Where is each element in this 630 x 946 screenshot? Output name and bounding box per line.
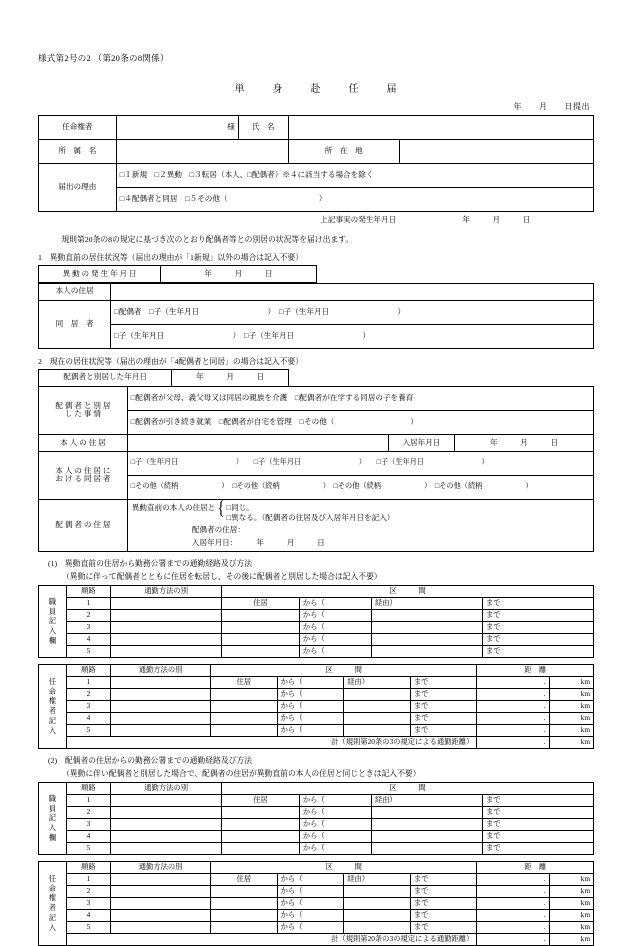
- cell-blank[interactable]: [371, 633, 482, 645]
- cell-from[interactable]: から（: [277, 885, 344, 897]
- cell-to: まで: [410, 688, 477, 700]
- total-label-2b: 計（規則第20条の3の規定による通勤距離）: [66, 933, 477, 945]
- cell-to: まで: [482, 621, 593, 633]
- row-order: 5: [66, 842, 110, 854]
- reason-options-1[interactable]: □１新規 □２異動 □３転居（本人、□配偶者）※４に該当する場合を除く: [116, 164, 593, 188]
- circumstance-row-2[interactable]: □配偶者が引き続き就業 □配偶者が自宅を管理 □その他（ ）: [127, 410, 593, 434]
- vl2-a5: 欄: [48, 833, 57, 843]
- section1-heading: 1 異動直前の居住状況等（届出の理由が「1新規」以外の場合は記入不要）: [38, 253, 304, 263]
- row-method[interactable]: [111, 621, 222, 633]
- cell-unit: km: [549, 724, 593, 736]
- name-field[interactable]: [288, 116, 593, 140]
- cell-blank[interactable]: [371, 645, 482, 657]
- col-method-2b: 通勤方法の別: [111, 861, 211, 873]
- row-order: 3: [66, 621, 110, 633]
- cell-blank[interactable]: [344, 897, 411, 909]
- col-order-1b: 順路: [66, 664, 110, 676]
- spouse-res-opt-same[interactable]: □同じ。: [226, 502, 254, 512]
- spouse-res-opt-diff[interactable]: □異なる。（配偶者の住居及び入居年月日を記入）: [226, 513, 395, 523]
- section2-sepdate-table: [38, 369, 594, 387]
- cohab-row-2[interactable]: □その他（続柄 ） □その他（続柄 ） □その他（続柄 ） □その他（続柄 ）: [127, 475, 593, 499]
- commute1-b-vertical-label: [39, 664, 67, 748]
- row-order: 4: [66, 909, 110, 921]
- cell-to: まで: [410, 873, 477, 885]
- location-field[interactable]: [399, 140, 593, 164]
- cell-blank[interactable]: [344, 700, 411, 712]
- cell-from[interactable]: から（: [299, 609, 371, 621]
- commute1-subnote: （異動に伴って配偶者とともに住居を転居し、その後に配偶者と別居した場合は記入不要）: [62, 571, 382, 581]
- spouse-res-line2[interactable]: 配偶者の住居：: [191, 525, 245, 535]
- cell-from[interactable]: から（: [277, 921, 344, 933]
- form-number: 様式第2号の2 （第20条の8関係）: [38, 53, 169, 63]
- row-method[interactable]: [111, 897, 211, 909]
- vl-a3: 記: [48, 616, 57, 626]
- cell-blank[interactable]: [211, 712, 278, 724]
- cell-to: まで: [410, 712, 477, 724]
- row-order: 1: [66, 597, 110, 609]
- commute2-table-b: [38, 861, 594, 946]
- spouse-residence-label-line1: 配 偶 者 の 住 居: [55, 520, 111, 530]
- row-method[interactable]: [111, 842, 222, 854]
- cell-distance[interactable]: .: [477, 676, 549, 688]
- self-residence-field-1[interactable]: [111, 283, 594, 300]
- cell-distance[interactable]: .: [477, 909, 549, 921]
- row-order: 2: [66, 688, 110, 700]
- row-method[interactable]: [111, 609, 222, 621]
- col-method-1a: 通勤方法の別: [111, 585, 222, 597]
- move-in-label: 入居年月日: [388, 434, 455, 451]
- row-method[interactable]: [111, 921, 211, 933]
- cell-to: まで: [410, 885, 477, 897]
- event-date-label: 上記事実の発生年月日: [320, 215, 397, 225]
- cell-from[interactable]: から（: [299, 621, 371, 633]
- cell-blank[interactable]: [211, 885, 278, 897]
- row-method[interactable]: [111, 597, 222, 609]
- cohab-row-1[interactable]: □子（生年月日 ） □子（生年月日 ） □子（生年月日 ）: [127, 451, 593, 475]
- circumstance-label: [39, 386, 128, 434]
- appointer-label: 任命権者: [39, 116, 117, 140]
- total-distance-1b[interactable]: .: [477, 736, 549, 748]
- row-method[interactable]: [111, 712, 211, 724]
- separation-date-value[interactable]: 年 月 日: [172, 369, 289, 386]
- cell-residence: 住居: [222, 794, 300, 806]
- cell-blank[interactable]: [211, 724, 278, 736]
- vl-b4: 者: [48, 706, 57, 716]
- vl-a5: 欄: [48, 636, 57, 646]
- row-method[interactable]: [111, 794, 222, 806]
- cell-to: まで: [482, 597, 593, 609]
- cell-from[interactable]: から（: [299, 806, 371, 818]
- cell-via: 経由）: [344, 873, 411, 885]
- cell-to: まで: [410, 897, 477, 909]
- cohabitant-row-1[interactable]: □配偶者 □子（生年月日 ） □子（生年月日 ）: [111, 300, 594, 324]
- affiliation-field[interactable]: [116, 140, 288, 164]
- cell-blank[interactable]: [222, 830, 300, 842]
- cell-to: まで: [410, 676, 477, 688]
- cell-to: まで: [410, 909, 477, 921]
- vl2-a2: 員: [48, 803, 57, 813]
- cell-unit: km: [549, 921, 593, 933]
- separation-date-label: 配偶者と別居した年月日: [39, 369, 172, 386]
- appointer-suffix: 様: [116, 116, 238, 140]
- cell-blank[interactable]: [211, 688, 278, 700]
- commute2-b-vertical-label: [39, 861, 67, 945]
- row-method[interactable]: [111, 724, 211, 736]
- cell-unit: km: [549, 909, 593, 921]
- cell-to: まで: [482, 830, 593, 842]
- cell-blank[interactable]: [344, 712, 411, 724]
- cell-blank[interactable]: [344, 688, 411, 700]
- commute1-table-b: [38, 664, 594, 749]
- section1-table2: [38, 283, 594, 349]
- cell-to: まで: [482, 806, 593, 818]
- name-label: 氏 名: [238, 116, 288, 140]
- cell-unit: km: [549, 712, 593, 724]
- cell-to: まで: [482, 794, 593, 806]
- col-section-1b: 区 間: [211, 664, 477, 676]
- row-order: 5: [66, 645, 110, 657]
- spouse-res-line3[interactable]: 入居年月日： 年 月 日: [191, 537, 325, 547]
- cohabitant-label-1: 同 居 者: [39, 300, 111, 348]
- col-distance-1b: 距 離: [477, 664, 594, 676]
- col-method-2a: 通勤方法の別: [111, 782, 222, 794]
- cell-blank[interactable]: [371, 830, 482, 842]
- document-title: 単 身 赴 任 届: [234, 84, 406, 95]
- statement: 規則第20条の8の規定に基づき次のとおり配偶者等との別居の状況等を届け出ます。: [38, 234, 354, 244]
- cell-unit: km: [549, 676, 593, 688]
- commute2-a-vertical-label: [39, 782, 67, 854]
- cell-from[interactable]: から（: [299, 645, 371, 657]
- vl2-a4: 入: [48, 823, 57, 833]
- row-method[interactable]: [111, 688, 211, 700]
- row-order: 5: [66, 921, 110, 933]
- cell-from[interactable]: から（: [277, 873, 344, 885]
- row-method[interactable]: [111, 885, 211, 897]
- cell-blank[interactable]: [211, 921, 278, 933]
- submit-date: 年 月 日提出: [513, 102, 590, 111]
- cell-blank[interactable]: [222, 842, 300, 854]
- col-order-1a: 順路: [66, 585, 110, 597]
- cell-residence: 住居: [211, 676, 278, 688]
- reason-options-2[interactable]: □４配偶者と同居 □５その他（ ）: [116, 188, 593, 212]
- cell-blank[interactable]: [371, 842, 482, 854]
- cell-via: 経由）: [344, 676, 411, 688]
- cell-blank[interactable]: [371, 818, 482, 830]
- reason-label: 届出の理由: [39, 164, 117, 212]
- affiliation-label: 所 属 名: [39, 140, 117, 164]
- move-date-label: 異 動 の 発 生 年 月 日: [39, 266, 161, 283]
- vl-b2: 命: [48, 686, 57, 696]
- cell-from[interactable]: から（: [277, 724, 344, 736]
- vl2-a3: 記: [48, 813, 57, 823]
- total-unit-2b: km: [549, 933, 593, 945]
- section1-table: [38, 265, 594, 283]
- vl-b1: 任: [48, 676, 57, 686]
- cell-from[interactable]: から（: [277, 688, 344, 700]
- commute1-heading: (1) 異動直前の住居から勤務公署までの通勤経路及び方法: [48, 558, 253, 568]
- cell-blank[interactable]: [211, 700, 278, 712]
- col-section-1a: 区 間: [222, 585, 594, 597]
- top-table: [38, 115, 594, 229]
- spouse-res-line1: 異動直前の本人の住居と: [131, 502, 216, 512]
- cell-from[interactable]: から（: [299, 794, 371, 806]
- cell-blank[interactable]: [344, 885, 411, 897]
- vl2-b5: 記: [48, 913, 57, 923]
- row-method[interactable]: [111, 830, 222, 842]
- vl2-b3: 権: [48, 893, 57, 903]
- vl2-a1: 職: [48, 793, 57, 803]
- row-order: 5: [66, 724, 110, 736]
- cell-from[interactable]: から（: [299, 818, 371, 830]
- move-in-value[interactable]: 年 月 日: [455, 434, 594, 451]
- cell-via: 経由）: [371, 794, 482, 806]
- cell-from[interactable]: から（: [299, 633, 371, 645]
- cell-to: まで: [482, 633, 593, 645]
- row-order: 2: [66, 609, 110, 621]
- cell-residence-blank[interactable]: [222, 633, 300, 645]
- cell-to: まで: [482, 842, 593, 854]
- cell-blank[interactable]: [371, 621, 482, 633]
- cell-distance[interactable]: .: [477, 885, 549, 897]
- cohabitant-label-2-line1: 本 人 の 住 居 に: [55, 466, 111, 476]
- row-method[interactable]: [111, 909, 211, 921]
- self-residence-label-2: 本 人 の 住 居: [39, 434, 128, 451]
- cell-from[interactable]: から（: [299, 830, 371, 842]
- cell-residence-blank[interactable]: [222, 621, 300, 633]
- cell-blank[interactable]: [371, 806, 482, 818]
- col-section-2a: 区 間: [222, 782, 594, 794]
- circumstance-label-line2: し た 事 情: [64, 409, 101, 419]
- cell-distance[interactable]: .: [477, 712, 549, 724]
- location-label: 所 在 地: [288, 140, 399, 164]
- vl-a1: 職: [48, 596, 57, 606]
- self-residence-field-2[interactable]: [127, 434, 388, 451]
- commute2-subnote: （異動に伴い配偶者と別居した場合で、配偶者の住居が異動直前の本人の住居と同じときは記入不要）: [62, 768, 421, 778]
- brace-icon: {: [217, 498, 225, 519]
- cell-to: まで: [410, 700, 477, 712]
- col-order-2b: 順路: [66, 861, 110, 873]
- cell-from[interactable]: から（: [277, 700, 344, 712]
- row-order: 3: [66, 897, 110, 909]
- total-unit-1b: km: [549, 736, 593, 748]
- cell-blank[interactable]: [344, 724, 411, 736]
- section2-table: [38, 386, 594, 552]
- commute2-table-a: [38, 782, 594, 855]
- cell-unit: km: [549, 885, 593, 897]
- row-method[interactable]: [111, 806, 222, 818]
- self-residence-label-1: 本人の住居: [39, 283, 111, 300]
- row-method[interactable]: [111, 633, 222, 645]
- vl-a4: 入: [48, 626, 57, 636]
- cell-residence: 住居: [211, 873, 278, 885]
- total-distance-2b[interactable]: .: [477, 933, 549, 945]
- row-method[interactable]: [111, 645, 222, 657]
- cohabitant-row-2[interactable]: □子（生年月日 ） □子（生年月日 ）: [111, 324, 594, 348]
- spouse-residence-label: [39, 499, 128, 551]
- commute1-a-vertical-label: [39, 585, 67, 657]
- cell-blank[interactable]: [222, 818, 300, 830]
- cell-to: まで: [482, 818, 593, 830]
- cell-to: まで: [482, 645, 593, 657]
- row-order: 3: [66, 700, 110, 712]
- cell-blank[interactable]: [371, 609, 482, 621]
- col-order-2a: 順路: [66, 782, 110, 794]
- row-order: 4: [66, 830, 110, 842]
- vl-a2: 員: [48, 606, 57, 616]
- row-order: 1: [66, 873, 110, 885]
- commute1-table-a: [38, 585, 594, 658]
- move-date-value[interactable]: 年 月 日: [161, 266, 317, 283]
- cell-distance[interactable]: .: [477, 873, 549, 885]
- cell-unit: km: [549, 700, 593, 712]
- col-method-1b: 通勤方法の別: [111, 664, 211, 676]
- cell-from[interactable]: から（: [277, 676, 344, 688]
- row-order: 4: [66, 633, 110, 645]
- row-order: 4: [66, 712, 110, 724]
- cell-from[interactable]: から（: [299, 597, 371, 609]
- cell-from[interactable]: から（: [277, 897, 344, 909]
- vl-b3: 権: [48, 696, 57, 706]
- cell-to: まで: [410, 921, 477, 933]
- cell-from[interactable]: から（: [299, 842, 371, 854]
- spouse-residence-field[interactable]: [127, 499, 593, 551]
- vl-b6: 入: [48, 726, 57, 735]
- row-order: 2: [66, 806, 110, 818]
- document-body: [38, 52, 594, 946]
- row-method[interactable]: [111, 873, 211, 885]
- cell-unit: km: [549, 688, 593, 700]
- circumstance-label-line1: 配 偶 者 と 別 居: [55, 401, 111, 411]
- vl2-b4: 者: [48, 903, 57, 913]
- circumstance-row-1[interactable]: □配偶者が父母、義父母又は同居の親族を介護 □配偶者が在学する同居の子を養育: [127, 386, 593, 410]
- cell-distance[interactable]: .: [477, 897, 549, 909]
- cell-via: 経由）: [371, 597, 482, 609]
- row-method[interactable]: [111, 700, 211, 712]
- col-distance-2b: 距 離: [477, 861, 594, 873]
- row-method[interactable]: [111, 676, 211, 688]
- cell-blank[interactable]: [211, 897, 278, 909]
- col-section-2b: 区 間: [211, 861, 477, 873]
- commute2-heading: (2) 配偶者の住居からの勤務公署までの通勤経路及び方法: [48, 755, 253, 765]
- cell-distance[interactable]: .: [477, 700, 549, 712]
- cohabitant-label-2-line2: お け る 同 居 者: [55, 474, 111, 484]
- cohabitant-label-2: [39, 451, 128, 499]
- cell-residence-blank[interactable]: [222, 609, 300, 621]
- section2-heading: 2 現在の居住状況等（届出の理由が「4配偶者と同居」の場合は記入不要）: [38, 356, 304, 366]
- row-order: 1: [66, 676, 110, 688]
- cell-unit: km: [549, 897, 593, 909]
- row-method[interactable]: [111, 818, 222, 830]
- cell-distance[interactable]: .: [477, 921, 549, 933]
- cell-distance[interactable]: .: [477, 688, 549, 700]
- cell-unit: km: [549, 873, 593, 885]
- event-date-value[interactable]: 年 月 日: [462, 215, 531, 225]
- cell-to: まで: [410, 724, 477, 736]
- cell-distance[interactable]: .: [477, 724, 549, 736]
- total-label-1b: 計（規則第20条の3の規定による通勤距離）: [66, 736, 477, 748]
- row-order: 1: [66, 794, 110, 806]
- cell-residence: 住居: [222, 597, 300, 609]
- vl-b5: 記: [48, 716, 57, 726]
- row-order: 2: [66, 885, 110, 897]
- vl2-b1: 任: [48, 873, 57, 883]
- cell-from[interactable]: から（: [277, 712, 344, 724]
- vl2-b6: 入: [48, 923, 57, 932]
- cell-blank[interactable]: [344, 909, 411, 921]
- vl2-b2: 命: [48, 883, 57, 893]
- cell-blank[interactable]: [222, 806, 300, 818]
- cell-blank[interactable]: [211, 909, 278, 921]
- cell-residence-blank[interactable]: [222, 645, 300, 657]
- cell-blank[interactable]: [344, 921, 411, 933]
- row-order: 3: [66, 818, 110, 830]
- cell-from[interactable]: から（: [277, 909, 344, 921]
- cell-to: まで: [482, 609, 593, 621]
